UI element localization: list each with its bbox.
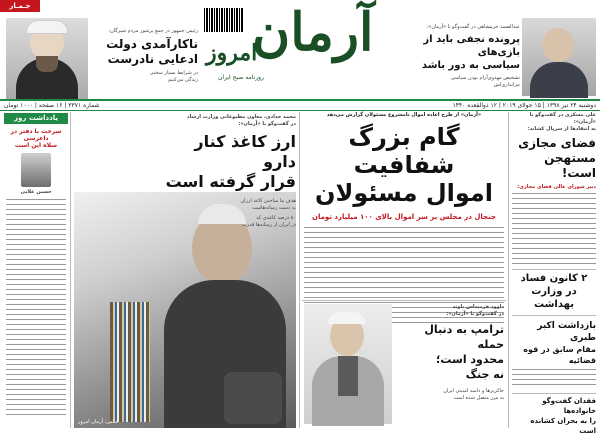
left-top-sub-1: در شرایط بسیار سختی xyxy=(149,70,198,76)
right-top-story[interactable] xyxy=(392,24,520,89)
main-story[interactable] xyxy=(304,112,504,325)
right-col-rule-1 xyxy=(512,269,596,270)
feature-story[interactable] xyxy=(74,112,296,428)
feature-kicker-1: محمد خدادی، معاون مطبوعاتی وزارت ارشاد xyxy=(187,114,296,120)
right-col-red-line: دبیر شورای عالی فضای مجازی: xyxy=(517,184,596,190)
interview-bullet-1: خاکریزها و دامنه امنیتی ایران xyxy=(443,388,504,394)
left-column-divider xyxy=(70,112,71,428)
right-col-body xyxy=(512,193,596,267)
left-top-title-2: ادعایی نادرست xyxy=(107,52,198,66)
interview-top-rule xyxy=(302,300,506,301)
right-col-rule-3 xyxy=(512,393,596,394)
price-line: شماره ۳۳۷۱ | ۱۶ صفحه | ۱۰۰۰ تومان xyxy=(4,102,100,109)
left-top-kicker: رئیس جمهور در جمع پرشور مردم شیرگان: xyxy=(108,28,198,34)
photo-caption: عکس: آرمان امروز xyxy=(78,419,119,425)
main-title-2: اموال مسئولان xyxy=(314,179,494,207)
left-top-story[interactable] xyxy=(92,28,198,84)
right-col-low-title-2[interactable]: مقام سابق در قوه قضائیه xyxy=(523,345,596,365)
feature-bullet-4: در ایران از رسانه‌ها قدرت xyxy=(242,222,296,228)
right-col-bottom-title-1[interactable]: فقدان گفت‌وگو خانواده‌ها xyxy=(542,397,596,415)
left-top-title-1: ناکارآمدی دولت xyxy=(106,37,198,51)
left-column xyxy=(4,113,68,425)
right-col-bottom-title-2[interactable]: را به بحران کشانده است xyxy=(530,417,596,435)
right-col-low-title-1[interactable]: بازداشت اکبر طبری xyxy=(537,321,596,343)
right-col-title-1[interactable]: فضای مجازی xyxy=(518,136,596,150)
interview-kicker-2: در گفت‌وگو با «آرمان»: xyxy=(446,311,504,317)
interview-photo xyxy=(304,304,392,424)
issue-line: دوشنبه ۲۴ تیر ۱۳۹۸ | ۱۵ جولای ۲۰۱۹ | ۱۲ ذوالقعده ۱۴۴۰ xyxy=(452,102,596,109)
main-title-1: گام بزرگ شفافیت xyxy=(348,123,460,179)
feature-kicker-2: در گفت‌وگو با «آرمان»: xyxy=(238,121,296,127)
right-col-kicker-2: به انتقادها از سرپال کشاند: xyxy=(527,126,596,132)
left-column-header: یادداشت روز xyxy=(4,113,68,124)
interview-story[interactable] xyxy=(304,304,504,426)
feature-title-1: ارز کاغذ کنار دارو xyxy=(194,132,296,171)
feature-bullet-1: هدف ما ساختن کاغذ ارزان xyxy=(240,198,296,204)
right-col-body-2 xyxy=(512,369,596,391)
date-bar-top-rule xyxy=(0,99,600,101)
masthead-logo: آرمان xyxy=(252,2,374,63)
interview-bullet-2: به مرز متصل شده است xyxy=(453,395,504,401)
barcode xyxy=(204,8,244,32)
left-top-sub-2: زندگی می‌کنیم xyxy=(167,77,198,83)
left-column-author-photo xyxy=(21,153,51,187)
right-top-title-1: پرونده نجفی باید از بازی‌های xyxy=(423,34,520,58)
left-column-body xyxy=(6,199,66,421)
right-top-sub-1: تشخیص مهدوی‌آرام بودن سیاسی xyxy=(450,75,520,81)
masthead-slogan: روزنامه صبح ایران xyxy=(218,74,264,81)
right-col-mid-title-1[interactable]: ۲ کانون فساد xyxy=(520,273,588,284)
masthead xyxy=(200,4,405,96)
right-top-title-2: سیاسی به دور باشد xyxy=(421,60,520,71)
left-column-kicker: سرخت با دفتر در داعرسی xyxy=(10,128,62,142)
right-column-divider xyxy=(508,112,509,428)
date-bar-bottom-rule xyxy=(0,110,600,111)
khorramshahi-photo xyxy=(522,18,596,96)
masthead-logo-sub: امروز xyxy=(206,40,258,66)
corner-tag: جـمـار xyxy=(0,0,40,12)
main-kicker: «آرمان» از طرح اعاده اموال نامشروع مسئولان گزارش می‌دهد xyxy=(326,112,482,118)
interview-title-3: نه جنگ xyxy=(465,368,504,381)
main-subtitle: جنجال در مجلس بر سر اموال بالای ۱۰۰ میلیارد تومان xyxy=(312,213,496,221)
interview-kicker-1: داوود هرمیداس باوند xyxy=(452,304,504,310)
right-col-kicker-1: علی مسکری در گفت‌وگو با «آرمان»: xyxy=(529,112,596,125)
feature-bullet-3: ۸۰ درصد کاغذی که xyxy=(256,215,296,221)
left-column-author: حسین علایی xyxy=(20,189,52,195)
interview-title-2: محدود است؛ xyxy=(435,353,504,366)
feature-bullet-2: به دست رسانه‌هاست xyxy=(251,205,296,211)
feature-title-2: قرار گرفته است xyxy=(165,172,296,191)
right-top-kicker: عبدالصمد خرمشاهی در گفت‌وگو با «آرمان»: xyxy=(426,24,520,30)
center-divider xyxy=(299,112,300,428)
right-col-title-2[interactable]: مستهجن است! xyxy=(544,151,596,180)
left-column-kicker-2: سلاه این است xyxy=(14,142,58,149)
right-column xyxy=(512,112,596,435)
right-col-mid-title-2[interactable]: در وزارت بهداشت xyxy=(531,286,577,310)
interview-title-1: ترامپ به دنبال حمله xyxy=(424,323,504,351)
right-col-rule-2 xyxy=(512,315,596,316)
right-top-sub-2: تیراندازی‌اش xyxy=(493,82,520,88)
president-photo xyxy=(6,18,88,100)
